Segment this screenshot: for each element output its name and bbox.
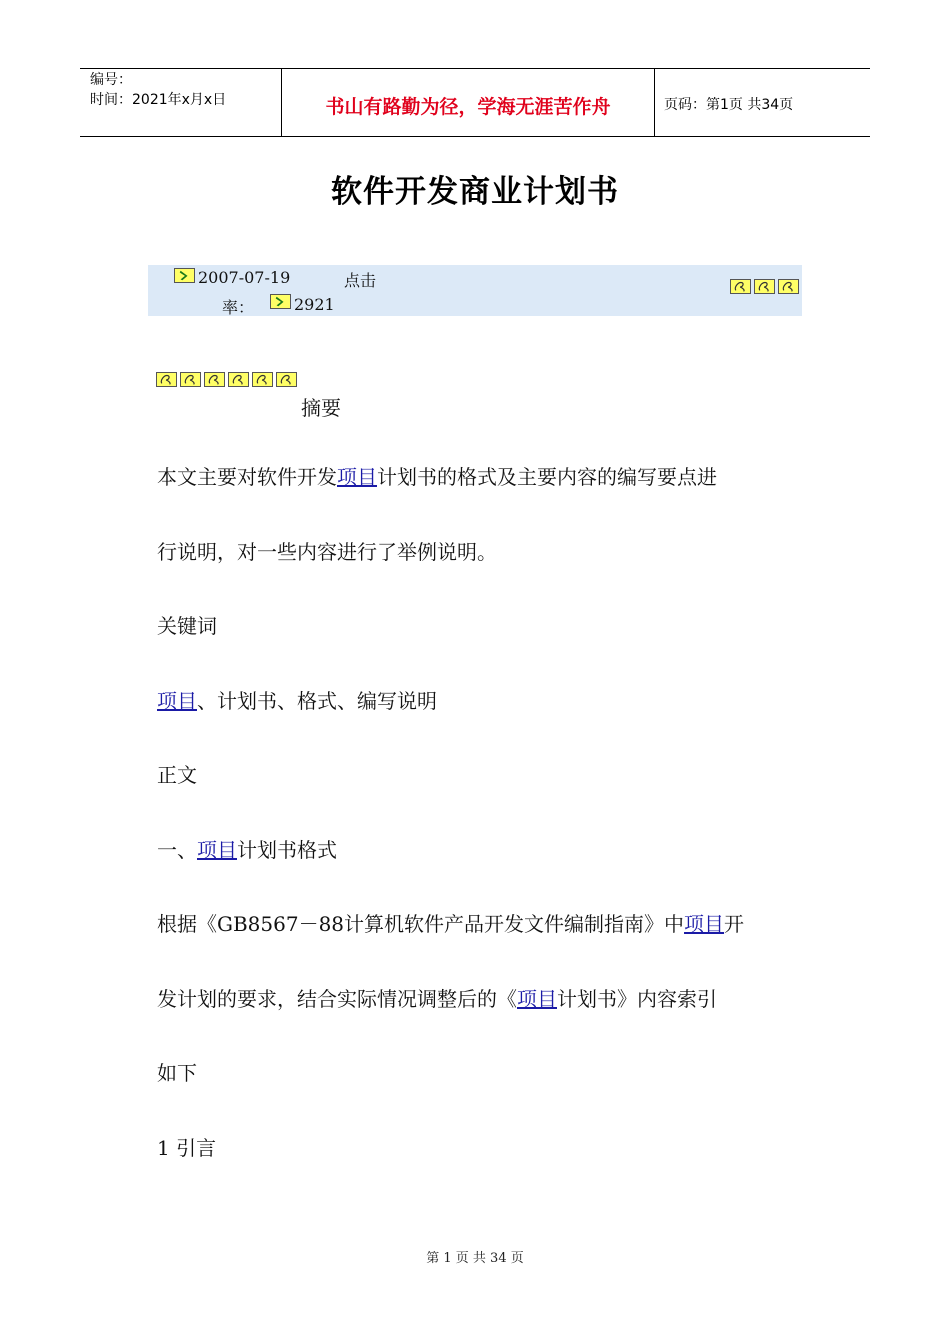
paragraph: [157, 908, 744, 937]
text-span: 、计划书、格式、编写说明: [197, 689, 437, 713]
project-link[interactable]: 项目: [517, 987, 557, 1011]
text-span: 根据《GB8567－88计算机软件产品开发文件编制指南》中: [157, 912, 685, 936]
page-footer: 第 1 页 共 34 页: [426, 1251, 524, 1266]
scroll-icon: [204, 372, 225, 387]
text-span: 计划书》内容索引: [557, 987, 717, 1011]
text-span: 计划书格式: [237, 838, 337, 862]
project-link[interactable]: 项目: [157, 689, 197, 713]
text-span: 发计划的要求，结合实际情况调整后的《: [157, 987, 517, 1011]
scroll-icon: [778, 279, 799, 294]
keywords-line: [157, 685, 437, 714]
scroll-icon: [228, 372, 249, 387]
paragraph: [157, 461, 717, 490]
keywords-heading: 关键词: [157, 614, 217, 638]
text-span: 一、: [157, 838, 197, 862]
project-link[interactable]: 项目: [684, 912, 725, 936]
paragraph: [157, 983, 717, 1012]
paragraph: 如下: [157, 1061, 197, 1085]
scroll-icon: [754, 279, 775, 294]
scroll-icon: [252, 372, 273, 387]
header-divider: [654, 68, 655, 136]
header-motto: 书山有路勤为径，学海无涯苦作舟: [325, 96, 611, 118]
pen-icon: [270, 294, 291, 309]
abstract-heading: 摘要: [301, 396, 341, 420]
text-span: 计划书的格式及主要内容的编写要点进: [377, 465, 717, 489]
info-clicks-value: 2921: [294, 295, 335, 314]
body-heading: 正文: [157, 763, 197, 787]
info-clicks-label: 点击: [344, 271, 377, 290]
section-heading: [157, 834, 337, 863]
document-title: 软件开发商业计划书: [331, 174, 619, 210]
time-label: 时间：2021年x月x日: [90, 92, 227, 108]
header-bottom-rule: [80, 136, 870, 137]
scroll-icon: [730, 279, 751, 294]
text-span: 开: [724, 912, 745, 936]
text-span: 本文主要对软件开发: [157, 465, 337, 489]
header-meta: [90, 70, 226, 110]
scroll-icon: [180, 372, 201, 387]
number-label: 编号：: [90, 72, 132, 88]
scroll-icon: [276, 372, 297, 387]
paragraph: 行说明，对一些内容进行了举例说明。: [157, 540, 497, 564]
subsection-heading: 1 引言: [157, 1136, 217, 1160]
info-clicks-label-2: 率：: [222, 298, 255, 317]
scroll-icon: [156, 372, 177, 387]
pen-icon: [174, 268, 195, 283]
info-date: 2007-07-19: [198, 268, 291, 287]
header-top-rule: [80, 68, 870, 69]
project-link[interactable]: 项目: [197, 838, 237, 862]
project-link[interactable]: 项目: [337, 465, 377, 489]
header-page-info: 页码：第1页 共34页: [664, 97, 794, 113]
